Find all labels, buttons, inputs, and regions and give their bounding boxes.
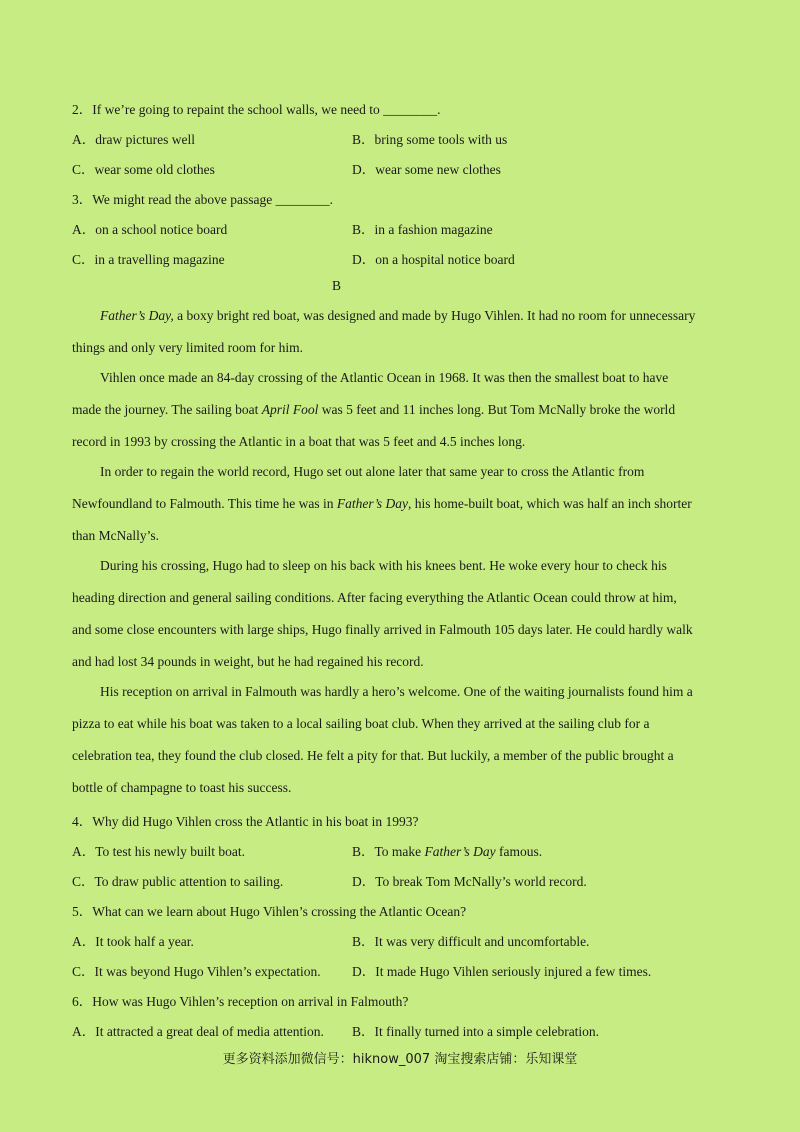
question-3-option-b: B．in a fashion magazine	[352, 222, 493, 237]
question-4-option-d: D．To break Tom McNally’s world record.	[352, 874, 587, 889]
passage-p3-line1: In order to regain the world record, Hugo set out alone later that same year to cross the Atlantic from	[100, 464, 645, 479]
passage-p5-line3: celebration tea, they found the club closed. He felt a pity for that. But luckily, a member of the public brought a	[72, 748, 674, 763]
question-5-option-a: A．It took half a year.	[72, 934, 194, 949]
passage-text: was 5 feet and 11 inches long. But Tom McNally broke the world	[318, 402, 676, 417]
question-5-option-c: C．It was beyond Hugo Vihlen’s expectation.	[72, 964, 321, 979]
passage-text: made the journey. The sailing boat	[72, 402, 262, 417]
passage-p2-line1: Vihlen once made an 84-day crossing of the Atlantic Ocean in 1968. It was then the smallest boat to have	[100, 370, 669, 385]
question-5-option-b: B．It was very difficult and uncomfortable.	[352, 934, 590, 949]
question-5-option-d: D．It made Hugo Vihlen seriously injured a few times.	[352, 964, 652, 979]
passage-p5-line2: pizza to eat while his boat was taken to a local sailing boat club. When they arrived at the sailing club for a	[72, 716, 650, 731]
passage-p4-line1: During his crossing, Hugo had to sleep on his back with his knees bent. He woke every hour to check his	[100, 558, 667, 573]
passage-p4-line4: and had lost 34 pounds in weight, but he had regained his record.	[72, 654, 424, 669]
passage-p1-line2: things and only very limited room for him.	[72, 340, 303, 355]
question-2-option-c: C．wear some old clothes	[72, 162, 215, 177]
question-3-option-c: C．in a travelling magazine	[72, 252, 225, 267]
question-4-option-b	[352, 840, 542, 860]
question-2-option-b: B．bring some tools with us	[352, 132, 508, 147]
passage-p1-line1	[100, 308, 695, 324]
passage-p3-line2	[72, 496, 732, 512]
passage-p5-line4: bottle of champagne to toast his success.	[72, 780, 292, 795]
boat-name-italic: April Fool	[261, 402, 319, 417]
option-text: B．To make	[352, 844, 425, 859]
passage-p5-line1: His reception on arrival in Falmouth was hardly a hero’s welcome. One of the waiting journalists found him a	[100, 684, 693, 699]
passage-p2-line3: record in 1993 by crossing the Atlantic in a boat that was 5 feet and 4.5 inches long.	[72, 434, 526, 449]
section-letter: B	[332, 278, 342, 293]
question-2-option-d: D．wear some new clothes	[352, 162, 501, 177]
boat-name-italic: Father’s Day	[424, 844, 496, 859]
question-3-option-a: A．on a school notice board	[72, 222, 228, 237]
question-2-option-a: A．draw pictures well	[72, 132, 195, 147]
passage-text: Newfoundland to Falmouth. This time he was in	[72, 496, 337, 511]
question-4-stem: 4．Why did Hugo Vihlen cross the Atlantic in his boat in 1993?	[72, 814, 419, 829]
question-6-stem: 6．How was Hugo Vihlen’s reception on arrival in Falmouth?	[72, 994, 409, 1009]
footer-contact-info: 更多资料添加微信号：hiknow_007 淘宝搜索店铺：乐知课堂	[222, 1052, 578, 1067]
question-3-stem: 3．We might read the above passage ________.	[72, 192, 333, 207]
question-4-option-a: A．To test his newly built boat.	[72, 844, 246, 859]
boat-name-italic: Father’s Day,	[100, 308, 174, 323]
passage-p3-line3: than McNally’s.	[72, 528, 159, 543]
passage-p4-line2: heading direction and general sailing conditions. After facing everything the Atlantic Ocean could throw at him,	[72, 590, 677, 605]
question-2-stem: 2．If we’re going to repaint the school walls, we need to ________.	[72, 102, 441, 117]
boat-name-italic: Father’s Day	[336, 496, 408, 511]
question-6-option-a: A．It attracted a great deal of media attention.	[72, 1024, 324, 1039]
question-5-stem: 5．What can we learn about Hugo Vihlen’s crossing the Atlantic Ocean?	[72, 904, 467, 919]
passage-text: a boxy bright red boat, was designed and made by Hugo Vihlen. It had no room for unnecessary	[173, 308, 696, 323]
option-text: famous.	[495, 844, 543, 859]
passage-text: , his home-built boat, which was half an inch shorter	[407, 496, 692, 511]
passage-p4-line3: and some close encounters with large ships, Hugo finally arrived in Falmouth 105 days later. He could hardly walk	[72, 622, 693, 637]
question-4-option-c: C．To draw public attention to sailing.	[72, 874, 284, 889]
passage-p2-line2	[72, 402, 732, 418]
question-3-option-d: D．on a hospital notice board	[352, 252, 515, 267]
question-6-option-b: B．It finally turned into a simple celebration.	[352, 1024, 600, 1039]
